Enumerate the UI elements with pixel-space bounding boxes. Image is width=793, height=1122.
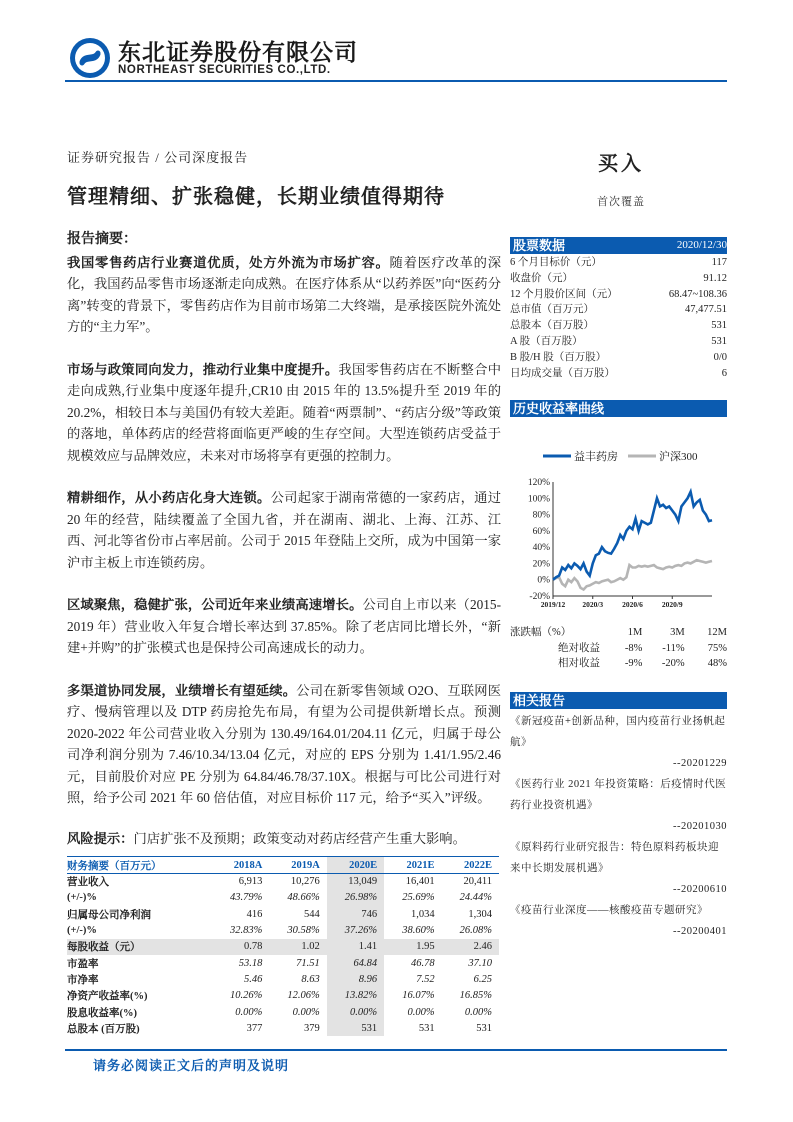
related-report-item[interactable] — [510, 900, 727, 942]
x-tick-label: 2020/9 — [661, 600, 683, 607]
return-chart-panel — [510, 400, 727, 612]
returns-value: -9% — [624, 658, 643, 669]
summary-section — [67, 229, 501, 849]
summary-paragraph — [67, 252, 501, 338]
table-cell: 26.98% — [327, 890, 384, 906]
x-tick-label: 2019/12 — [540, 600, 566, 607]
stock-data-panel — [510, 237, 727, 381]
table-cell: 13,049 — [327, 874, 384, 890]
y-tick-label: 0% — [537, 575, 550, 586]
stock-data-row — [510, 334, 727, 350]
chart-header — [510, 400, 727, 417]
row-label: 每股收益（元） — [67, 939, 212, 955]
returns-header: 涨跌幅（%） — [510, 627, 572, 638]
returns-header: 1M — [627, 627, 643, 638]
row-label: 市净率 — [67, 974, 99, 986]
table-cell: 32.83% — [230, 925, 263, 937]
returns-value: -20% — [661, 658, 685, 669]
stock-data-label: 收盘价（元） — [510, 272, 573, 284]
stock-data-label: 总市值（百万元） — [510, 304, 594, 316]
stock-data-label: 日均成交量（百万股） — [510, 367, 615, 379]
y-tick-label: -20% — [529, 592, 550, 602]
paragraph-lead: 多渠道协同发展，业绩增长有望延续。 — [67, 682, 297, 698]
returns-label: 绝对收益 — [558, 642, 600, 654]
table-cell: 8.96 — [327, 971, 384, 987]
table-cell: 0.00% — [407, 1006, 435, 1018]
stock-data-header — [510, 237, 727, 254]
table-cell: 544 — [304, 908, 320, 920]
table-row — [67, 906, 499, 922]
chart-title: 历史收益率曲线 — [513, 401, 605, 416]
table-cell: 531 — [327, 1020, 384, 1036]
risk-lead: 风险提示： — [67, 830, 134, 846]
summary-heading: 报告摘要： — [67, 232, 137, 247]
related-report-item[interactable] — [510, 711, 727, 774]
column-header: 2021E — [384, 857, 441, 874]
table-cell: 48.66% — [287, 892, 320, 904]
stock-data-label: 6 个月目标价（元） — [510, 257, 602, 268]
stock-data-row — [510, 302, 727, 318]
table-cell: 6,913 — [238, 876, 263, 888]
x-tick-label: 2020/6 — [622, 600, 643, 607]
returns-value: -11% — [662, 642, 685, 654]
y-tick-label: 20% — [532, 559, 550, 570]
table-cell: 16,401 — [405, 876, 435, 888]
stock-data-value: 91.12 — [703, 272, 727, 284]
return-chart — [510, 417, 727, 607]
table-cell: 531 — [476, 1022, 492, 1034]
returns-header: 3M — [670, 627, 685, 638]
report-title: 管理精细、扩张稳健，长期业绩值得期待 — [67, 186, 445, 208]
table-cell: 37.26% — [327, 922, 384, 938]
summary-paragraph — [67, 680, 501, 809]
related-report-date: --20201229 — [673, 758, 727, 769]
table-cell: 5.46 — [244, 973, 263, 985]
summary-paragraph — [67, 359, 501, 467]
column-header: 2020E — [327, 857, 384, 874]
table-row — [67, 1004, 499, 1020]
table-cell: 46.78 — [410, 957, 435, 969]
column-header: 2022E — [442, 857, 499, 874]
table-cell: 1.95 — [384, 939, 441, 955]
stock-data-row — [510, 287, 727, 303]
coverage-status: 首次覆盖 — [597, 196, 645, 208]
paragraph-text: 我国零售药店在不断整合中走向成熟,行业集中度逐年提升,CR10 由 2015 年的 13.5%提升至 2019 年的 20.2%，相较日本与美国仍有较大差距。随着“两票制”、“药店分级”等政策的落地，单体药店的经营将面临更严峻的生存空间。大型连锁药店受益于规模效应与品牌效应，未来对市场将享有更强的控制力。 — [67, 361, 502, 463]
table-cell: 2.46 — [442, 939, 499, 955]
table-cell: 71.51 — [296, 957, 320, 969]
table-cell: 25.69% — [402, 892, 435, 904]
related-report-date: --20201030 — [673, 821, 727, 832]
table-cell: 8.63 — [301, 973, 320, 985]
x-tick-label: 2020/3 — [582, 600, 604, 607]
table-cell: 416 — [246, 908, 263, 920]
related-report-date: --20200610 — [673, 884, 727, 895]
table-cell: 531 — [418, 1022, 435, 1034]
related-reports-panel — [510, 692, 727, 942]
paragraph-lead: 市场与政策同向发力，推动行业集中度提升。 — [67, 361, 339, 377]
financial-summary-table — [67, 856, 499, 1036]
company-name-en: NORTHEAST SECURITIES CO.,LTD. — [118, 64, 331, 76]
stock-data-row — [510, 318, 727, 334]
summary-paragraph — [67, 487, 501, 573]
table-cell: 30.58% — [287, 925, 320, 937]
table-row — [67, 922, 499, 938]
stock-data-label: 12 个月股价区间（元） — [510, 288, 618, 300]
table-cell: 37.10 — [468, 957, 492, 969]
company-name-cn: 东北证券股份有限公司 — [118, 39, 358, 65]
related-report-date: --20200401 — [673, 926, 727, 937]
stock-data-label: A 股（百万股） — [510, 335, 583, 347]
row-label: 归属母公司净利润 — [67, 909, 151, 921]
stock-data-label: B 股/H 股（百万股） — [510, 351, 607, 363]
stock-data-value: 68.47~108.36 — [668, 288, 727, 300]
table-cell: 379 — [304, 1022, 320, 1034]
table-cell: 377 — [246, 1022, 263, 1034]
y-tick-label: 100% — [527, 494, 550, 505]
row-label: 营业收入 — [67, 877, 109, 889]
column-header: 2018A — [212, 857, 269, 874]
table-row — [67, 988, 499, 1004]
stock-data-value: 47,477.51 — [685, 304, 727, 316]
table-cell: 38.60% — [402, 925, 435, 937]
stock-data-row — [510, 350, 727, 366]
legend-label: 益丰药房 — [574, 451, 618, 463]
footer-disclaimer: 请务必阅读正文后的声明及说明 — [93, 1058, 290, 1073]
table-cell: 746 — [327, 906, 384, 922]
table-cell: 0.78 — [212, 939, 269, 955]
y-tick-label: 60% — [532, 526, 550, 537]
table-cell: 10,276 — [290, 876, 320, 888]
stock-data-value: 531 — [711, 320, 727, 332]
table-header-row — [67, 857, 499, 874]
returns-label: 相对收益 — [558, 658, 600, 669]
table-cell: 10.26% — [230, 990, 263, 1002]
paragraph-lead: 精耕细作，从小药店化身大连锁。 — [67, 490, 271, 505]
related-report-item[interactable] — [510, 774, 727, 837]
returns-table — [510, 625, 727, 672]
table-row — [67, 971, 499, 987]
row-label: 总股本 (百万股) — [67, 1023, 140, 1035]
table-cell: 1.02 — [269, 939, 326, 955]
stock-data-row — [510, 366, 727, 382]
table-cell: 16.07% — [402, 990, 435, 1002]
risk-text: 门店扩张不及预期；政策变动对药店经营产生重大影响。 — [133, 830, 466, 846]
y-tick-label: 80% — [532, 510, 550, 521]
table-cell: 1,304 — [468, 908, 492, 920]
footer-divider — [65, 1049, 727, 1051]
related-title: 相关报告 — [513, 693, 566, 708]
stock-data-value: 117 — [711, 257, 727, 268]
stock-data-date: 2020/12/30 — [676, 239, 727, 251]
table-cell: 53.18 — [238, 957, 263, 969]
risk-note — [67, 828, 501, 850]
table-cell: 13.82% — [327, 988, 384, 1004]
related-report-title[interactable]: 《疫苗行业深度——核酸疫苗专题研究》 — [510, 905, 708, 916]
paragraph-lead: 我国零售药店行业赛道优质，处方外流为市场扩容。 — [67, 254, 390, 270]
column-header: 2019A — [269, 857, 326, 874]
stock-data-value: 6 — [721, 367, 727, 379]
table-cell: 0.00% — [235, 1006, 263, 1018]
stock-data-label: 总股本（百万股） — [510, 320, 594, 332]
table-cell: 0.00% — [464, 1006, 492, 1018]
paragraph-text: 随着医疗改革的深化，我国药品零售市场逐渐走向成熟。在医疗体系从“以药养医”向“医药分离”转变的背景下，零售药店作为目前市场第二大终端，是承接医院外流处方的“主力军”。 — [67, 254, 502, 334]
table-cell: 64.84 — [327, 955, 384, 971]
paragraph-text: 公司自上市以来（2015-2019 年）营业收入年复合增长率达到 37.85%。除了老店同比增长外，“新建+并购”的扩张模式也是保持公司高速成长的动力。 — [67, 597, 501, 655]
related-report-title[interactable]: 《新冠疫苗+创新品种，国内疫苗行业扬帆起航》 — [510, 716, 726, 748]
stock-data-row — [510, 271, 727, 287]
table-row — [67, 1020, 499, 1036]
row-label: 市盈率 — [67, 958, 99, 970]
column-header: 财务摘要（百万元） — [67, 857, 212, 874]
y-tick-label: 40% — [532, 543, 550, 554]
paragraph-text: 公司起家于湖南常德的一家药店，通过 20 年的经营，陆续覆盖了全国九省，并在湖南、湖北、上海、江苏、江西、河北等省份市占率居前。公司于 2015 年登陆上交所，成为中国第一家沪市主板上市连锁药房。 — [67, 490, 502, 570]
legend-label: 沪深300 — [659, 451, 698, 463]
table-row — [67, 874, 499, 890]
table-cell: 26.08% — [459, 925, 492, 937]
row-label: (+/-)% — [67, 892, 97, 904]
row-label: 净资产收益率(%) — [67, 991, 148, 1003]
table-cell: 20,411 — [463, 876, 492, 888]
company-logo — [68, 36, 358, 80]
logo-icon — [68, 36, 112, 80]
table-cell: 0.00% — [292, 1006, 320, 1018]
table-row — [67, 939, 499, 955]
returns-value: -8% — [624, 642, 643, 654]
paragraph-text: 公司在新零售领域 O2O、互联网医疗、慢病管理以及 DTP 药房抢先布局，有望为公司提供新增长点。预测 2020-2022 年公司营业收入分别为 130.49/164.01/204.11 亿元，归属于母公司净利润分别为 7.46/10.34/13.04 亿元，对应的 EPS 分别为 1.41/1.95/2.46 元，目前股价对应 PE 分别为 64.84/46.78/37.10X。根据与可比公司进行对照，给予公司 2021 年 60 倍估值，对应目标价 117 元，给予“买入”评级。 — [67, 682, 502, 805]
rating: 买入 — [598, 153, 644, 175]
stock-data-row — [510, 255, 727, 271]
table-row — [67, 955, 499, 971]
breadcrumb: 证券研究报告 / 公司深度报告 — [67, 150, 249, 165]
returns-value: 48% — [707, 658, 727, 669]
table-cell: 16.85% — [459, 990, 492, 1002]
table-cell: 43.79% — [230, 892, 263, 904]
header-divider — [65, 80, 727, 82]
table-cell: 1,034 — [410, 908, 435, 920]
related-report-title[interactable]: 《医药行业 2021 年投资策略：后疫情时代医药行业投资机遇》 — [510, 779, 727, 811]
y-tick-label: 120% — [527, 478, 550, 488]
summary-paragraph — [67, 594, 501, 659]
related-header — [510, 692, 727, 709]
table-cell: 0.00% — [327, 1004, 384, 1020]
table-cell: 24.44% — [459, 892, 492, 904]
table-cell: 12.06% — [287, 990, 320, 1002]
table-row — [67, 890, 499, 906]
table-cell: 1.41 — [327, 939, 384, 955]
table-cell: 6.25 — [473, 973, 492, 985]
table-cell: 7.52 — [416, 973, 435, 985]
returns-header: 12M — [707, 627, 727, 638]
related-report-item[interactable] — [510, 837, 727, 900]
paragraph-lead: 区域聚焦，稳健扩张，公司近年来业绩高速增长。 — [67, 597, 363, 612]
returns-value: 75% — [707, 642, 727, 654]
row-label: (+/-)% — [67, 925, 97, 937]
related-report-title[interactable]: 《原料药行业研究报告：特色原料药板块迎来中长期发展机遇》 — [510, 842, 719, 874]
row-label: 股息收益率(%) — [67, 1007, 137, 1019]
stock-data-title: 股票数据 — [513, 238, 566, 253]
stock-data-value: 531 — [711, 335, 727, 347]
stock-data-value: 0/0 — [713, 351, 727, 363]
